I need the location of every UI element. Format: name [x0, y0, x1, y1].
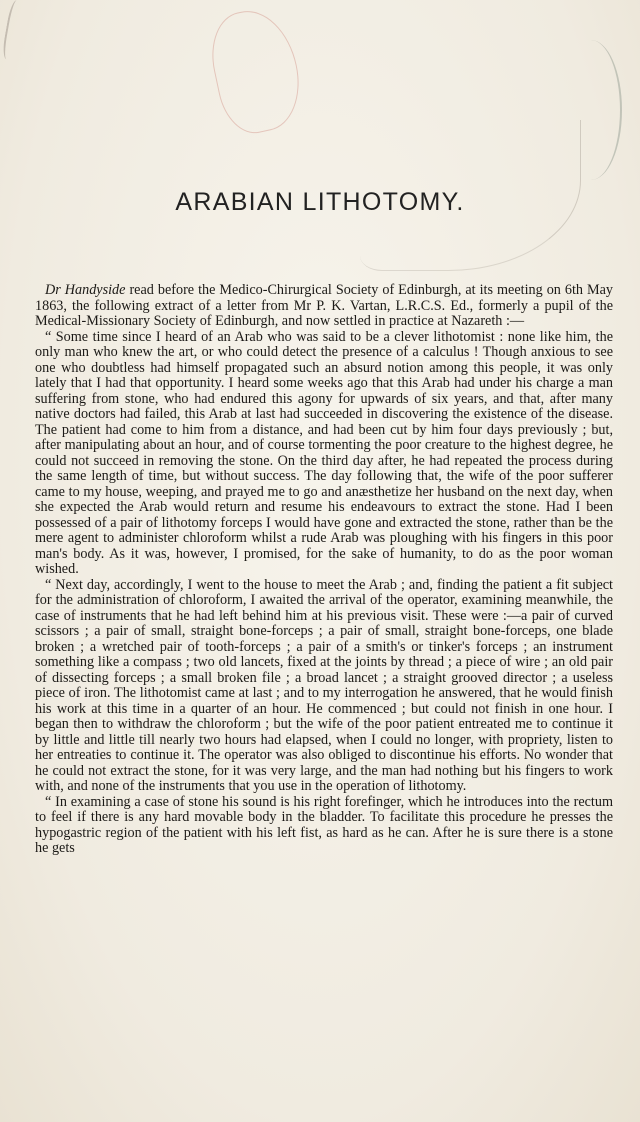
intro-text: read before the Medico-Chirurgical Society of Edinburgh, at its meeting on 6th May 1863, the following extract of a letter from Mr P. K. Vartan, L.R.C.S. Ed., formerly a pupil of the Medical-Missionary Society of Edinburgh, and now settled in practice at Nazareth :—: [35, 282, 614, 329]
letter-paragraph-3: “ In examining a case of stone his sound is his right forefinger, which he introduces into the rectum to feel if there is any hard movable body in the bladder. To facilitate this procedure he presses the hypogastric region of the patient with his left fist, as hard as he can. After he is sure there is a stone he gets: [35, 793, 613, 856]
author-name: Dr Handyside: [45, 282, 126, 298]
show-through-mark: [203, 3, 309, 139]
intro-paragraph: [35, 283, 613, 330]
article-title: ARABIAN LITHOTOMY.: [175, 188, 465, 216]
letter-paragraph-2: “ Next day, accordingly, I went to the house to meet the Arab ; and, finding the patient a fit subject for the administration of chloroform, I awaited the arrival of the operator, examining meanwhile, the case of instruments that he had left behind him at his previous visit. These were :—a pair of curved scissors ; a pair of small, straight bone-forceps ; a pair of small, straight bone-forceps, one blade broken ; a wretched pair of tooth-forceps ; a pair of a smith's or tinker's forceps ; an instrument something like a compass ; two old lancets, fixed at the joints by thread ; a piece of wire ; an old pair of dissecting forceps ; a small broken file ; a broad lancet ; a straight grooved director ; a useless piece of iron. The lithotomist came at last ; and to my interrogation he answered, that he would finish his work at this time in a quarter of an hour. He commenced ; but could not finish in one hour. I began then to withdraw the chloroform ; but the wife of the poor patient entreated me to continue it by little and little till nearly two hours had elapsed, when I could no longer, with propriety, listen to her entreaties to continue it. The operator was also obliged to discontinue his efforts. No wonder that he could not extract the stone, for it was very large, and the man had nothing but his fingers to work with, and none of the instruments that you use in the operation of lithotomy.: [35, 576, 613, 794]
letter-paragraph-1: “ Some time since I heard of an Arab who was said to be a clever lithotomist : none like him, the only man who knew the art, or who could detect the presence of a calculus ! Though anxious to see one who doubtless had himself propagated such an absurd notion among this people, it was only lately that I had that opportunity. I heard some weeks ago that this Arab had under his charge a man suffering from stone, who had endured this agony for upwards of six years, and that, after many native doctors had failed, this Arab at last had succeeded in discovering the existence of the disease. The patient had come to him from a distance, and had been cut by him four days previously ; but, after manipulating about an hour, and of course tormenting the poor creature to the highest degree, he could not succeed in removing the stone. On the third day after, he had repeated the process during the same length of time, but without success. The day following that, the wife of the poor sufferer came to my house, weeping, and prayed me to go and anæsthetize her husband on the next day, when she expected the Arab would return and resume his endeavours to extract the stone. Had I been possessed of a pair of lithotomy forceps I would have gone and extracted the stone, rather than be the mere agent to administer chloroform whilst a rude Arab was ploughing with his fingers in this poor man's body. As it was, however, I promised, for the sake of humanity, to do as the poor woman wished.: [35, 328, 613, 577]
article-body: [35, 283, 613, 857]
show-through-mark: [1, 0, 25, 61]
